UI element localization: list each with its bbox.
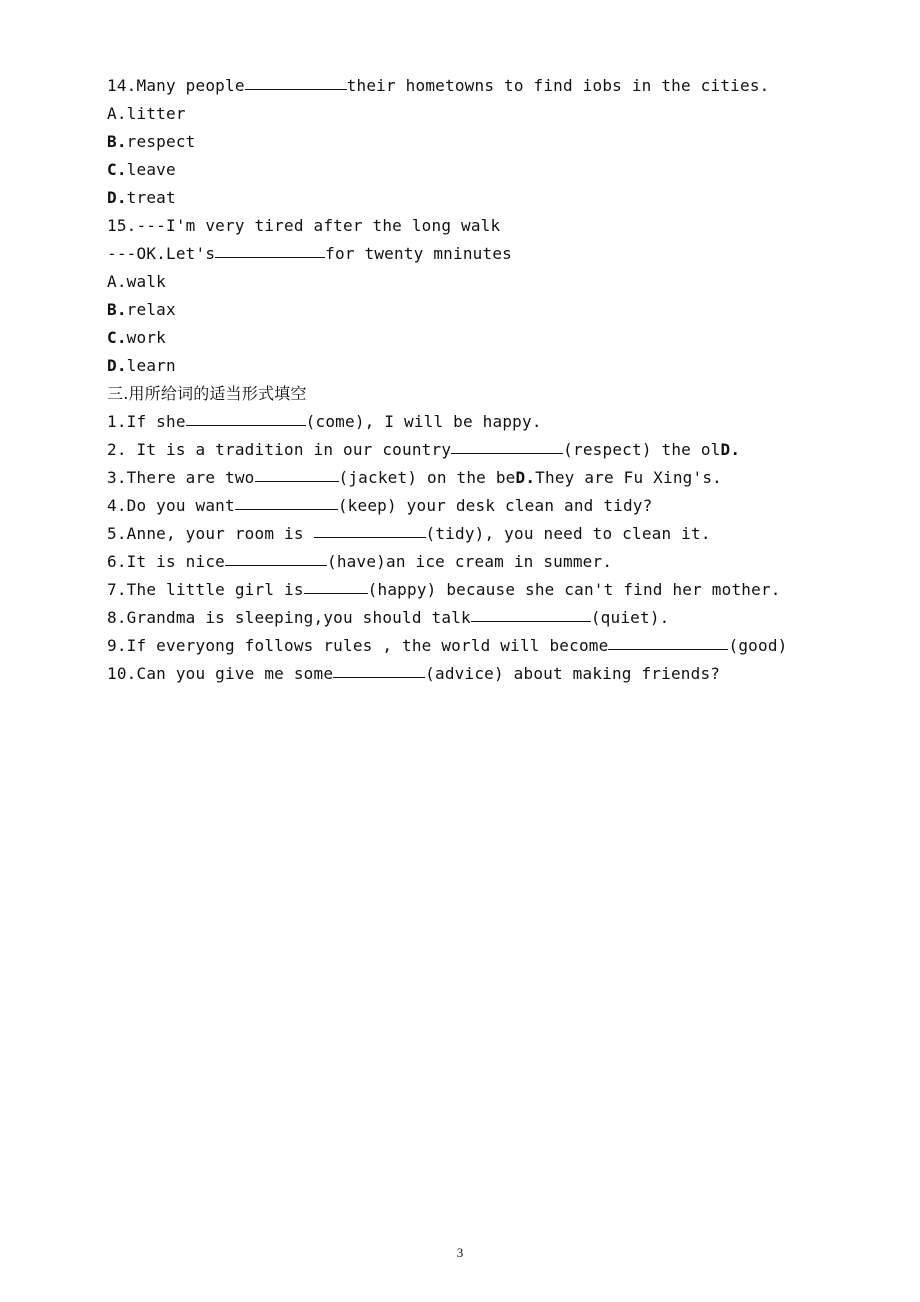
option-letter: B. xyxy=(107,132,127,151)
option-text: work xyxy=(126,328,167,347)
option-letter: C. xyxy=(107,328,127,347)
option-letter: D. xyxy=(107,188,127,207)
fill-item-4 xyxy=(107,492,807,520)
option-letter: A. xyxy=(107,272,127,291)
item-3-blank[interactable] xyxy=(255,463,339,482)
item-7-blank[interactable] xyxy=(304,575,368,594)
item-bold-tail: D. xyxy=(720,440,741,459)
item-9-blank[interactable] xyxy=(608,631,728,650)
item-text-tail: They are Fu Xing's. xyxy=(535,468,722,487)
question-15-text-after: for twenty mninutes xyxy=(325,244,512,263)
option-text: leave xyxy=(126,160,176,179)
question-15-option-a[interactable] xyxy=(107,268,807,296)
item-text-before: 9.If everyong follows rules , the world will become xyxy=(107,636,609,655)
item-10-blank[interactable] xyxy=(333,659,425,678)
item-text-after: (advice) about making friends? xyxy=(425,664,721,683)
item-text-before: 8.Grandma is sleeping,you should talk xyxy=(107,608,471,627)
question-15-prompt-line2 xyxy=(107,240,807,268)
question-14-prompt xyxy=(107,72,807,100)
question-14-option-d[interactable] xyxy=(107,184,807,212)
option-letter: A. xyxy=(107,104,127,123)
fill-item-10 xyxy=(107,660,807,688)
question-15-option-b[interactable] xyxy=(107,296,807,324)
question-15-option-c[interactable] xyxy=(107,324,807,352)
item-text-after: (jacket) on the be xyxy=(338,468,516,487)
item-text-before: 6.It is nice xyxy=(107,552,225,571)
question-14-option-c[interactable] xyxy=(107,156,807,184)
item-text-after: (good) xyxy=(728,636,788,655)
item-text-after: (tidy), you need to clean it. xyxy=(425,524,711,543)
item-text-after: (come), I will be happy. xyxy=(305,412,542,431)
item-5-blank[interactable] xyxy=(314,519,426,538)
item-8-blank[interactable] xyxy=(471,603,591,622)
item-text-after: (respect) the ol xyxy=(563,440,721,459)
item-4-blank[interactable] xyxy=(235,491,338,510)
item-text-after: (happy) because she can't find her mother. xyxy=(367,580,781,599)
page-number: 3 xyxy=(456,1245,464,1260)
question-15-blank[interactable] xyxy=(215,239,325,258)
question-15-prompt-line1: 15.---I'm very tired after the long walk xyxy=(107,216,501,235)
question-14-blank[interactable] xyxy=(245,71,347,90)
item-text-before: 10.Can you give me some xyxy=(107,664,334,683)
option-text: respect xyxy=(126,132,196,151)
question-15-option-d[interactable] xyxy=(107,352,807,380)
question-14-text-before: 14.Many people xyxy=(107,76,245,95)
fill-item-8 xyxy=(107,604,807,632)
item-bold-tail: D. xyxy=(515,468,536,487)
item-text-after: (keep) your desk clean and tidy? xyxy=(337,496,653,515)
question-14-option-a[interactable] xyxy=(107,100,807,128)
item-2-blank[interactable] xyxy=(451,435,563,454)
option-text: walk xyxy=(126,272,167,291)
item-text-before: 3.There are two xyxy=(107,468,255,487)
fill-item-1 xyxy=(107,408,807,436)
question-15-text-before: ---OK.Let's xyxy=(107,244,216,263)
item-text-before: 1.If she xyxy=(107,412,186,431)
option-text: learn xyxy=(126,356,176,375)
item-text-before: 4.Do you want xyxy=(107,496,235,515)
option-letter: B. xyxy=(107,300,127,319)
fill-item-5 xyxy=(107,520,807,548)
item-text-after: (have)an ice cream in summer. xyxy=(327,552,613,571)
option-text: treat xyxy=(126,188,176,207)
item-text-after: (quiet). xyxy=(590,608,670,627)
item-6-blank[interactable] xyxy=(225,547,327,566)
item-text-before: 2. It is a tradition in our country xyxy=(107,440,452,459)
option-text: relax xyxy=(126,300,176,319)
question-14-text-after: their hometowns to find iobs in the cities. xyxy=(346,76,770,95)
item-text-before: 7.The little girl is xyxy=(107,580,304,599)
item-text-before: 5.Anne, your room is xyxy=(107,524,314,543)
fill-item-2 xyxy=(107,436,807,464)
fill-item-7 xyxy=(107,576,807,604)
section-3-heading: 三.用所给词的适当形式填空 xyxy=(107,384,307,403)
fill-item-3 xyxy=(107,464,807,492)
fill-item-9 xyxy=(107,632,807,660)
option-letter: D. xyxy=(107,356,127,375)
question-14-option-b[interactable] xyxy=(107,128,807,156)
option-letter: C. xyxy=(107,160,127,179)
worksheet-content xyxy=(107,72,807,688)
option-text: litter xyxy=(126,104,186,123)
item-1-blank[interactable] xyxy=(186,407,306,426)
fill-item-6 xyxy=(107,548,807,576)
